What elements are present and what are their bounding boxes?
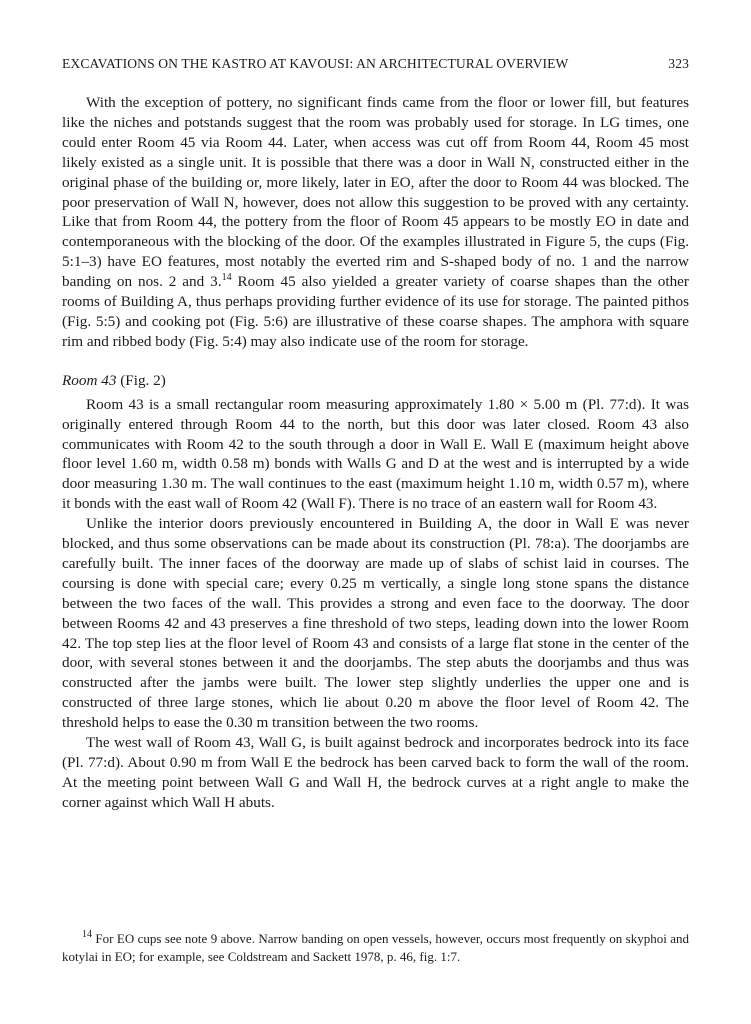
page-number: 323 bbox=[668, 56, 689, 71]
paragraph-room-43-dimensions: Room 43 is a small rectangular room measuring approximately 1.80 × 5.00 m (Pl. 77:d). It was originally entered through Room 44 to the north, but this door was later closed. Room 43 also communicates with Room 42 to the south through a door in Wall E. Wall E (maximum height above floor level 1.60 m, width 0.58 m) bonds with Walls G and D at the west and is interrupted by a wide door measuring 1.30 m. The wall continues to the east (maximum height 1.10 m, width 0.57 m), where it bonds with the east wall of Room 42 (Wall F). There is no trace of an eastern wall for Room 43. bbox=[62, 395, 689, 513]
paragraph-west-wall: The west wall of Room 43, Wall G, is built against bedrock and incorporates bedrock into its face (Pl. 77:d). About 0.90 m from Wall E the bedrock has been carved back to form the wall of the room. At the meeting point between Wall G and Wall H, the bedrock curves at a right angle to make the corner against which Wall H abuts. bbox=[62, 734, 689, 811]
section-heading bbox=[62, 371, 689, 391]
section-gap bbox=[62, 352, 689, 371]
running-title: EXCAVATIONS ON THE KASTRO AT KAVOUSI: AN ARCHITECTURAL OVERVIEW bbox=[62, 56, 569, 71]
paragraph-room-45 bbox=[62, 93, 689, 352]
footnote-number: 14 bbox=[82, 929, 92, 940]
footnote-reference[interactable]: 14 bbox=[221, 272, 232, 284]
paragraph-text: With the exception of pottery, no significant finds came from the floor or lower fill, but features like the niches and potstands suggest that the room was probably used for storage. In LG times, one could enter Room 45 via Room 44. Later, when access was cut off from Room 44, Room 45 most likely existed as a single unit. It is possible that there was a door in Wall N, constructed either in the original phase of the building or, more likely, later in EO, after the door to Room 44 was blocked. The poor preservation of Wall N, however, does not allow this suggestion to be proved with any certainty. Like that from Room 44, the pottery from the floor of Room 45 appears to be mostly EO in date and contemporaneous with the blocking of the door. Of the examples illustrated in Figure 5, the cups (Fig. 5:1–3) have EO features, most notably the everted rim and S-shaped body of no. 1 and the narrow banding on nos. 2 and 3. bbox=[62, 94, 689, 291]
footnote bbox=[62, 930, 689, 965]
running-header bbox=[62, 56, 689, 72]
footnote-text: For EO cups see note 9 above. Narrow banding on open vessels, however, occurs most frequently on skyphoi and kotylai in EO; for example, see Coldstream and Sackett 1978, p. 46, fig. 1:7. bbox=[62, 931, 689, 964]
paragraph-text: Room 45 also yielded a greater variety of coarse shapes than the other rooms of Building A, thus perhaps providing further evidence of its use for storage. The painted pithos (Fig. 5:5) and cooking pot (Fig. 5:6) are illustrative of these coarse shapes. The amphora with square rim and ribbed body (Fig. 5:4) may also indicate use of the room for storage. bbox=[62, 273, 689, 350]
section-heading-figure-ref: (Fig. 2) bbox=[116, 371, 166, 389]
paragraph-door-construction: Unlike the interior doors previously encountered in Building A, the door in Wall E was never blocked, and thus some observations can be made about its construction (Pl. 78:a). The doorjambs are carefully built. The inner faces of the doorway are made up of slabs of schist laid in courses. The coursing is done with special care; every 0.25 m vertically, a single long stone spans the distance between the two faces of the wall. This provides a strong and even face to the doorway. The door between Rooms 42 and 43 preserves a fine threshold of two steps, leading down into the lower Room 42. The top step lies at the floor level of Room 43 and consists of a large flat stone in the center of the door, with several stones between it and the doorjambs. The step abuts the doorjambs and thus was constructed after the jambs were built. The lower step slightly underlies the upper one and is constructed of three large stones, which lie about 0.20 m above the floor level of Room 42. The threshold helps to ease the 0.30 m transition between the two rooms. bbox=[62, 515, 689, 732]
main-text bbox=[62, 93, 689, 813]
section-heading-title: Room 43 bbox=[62, 371, 117, 389]
